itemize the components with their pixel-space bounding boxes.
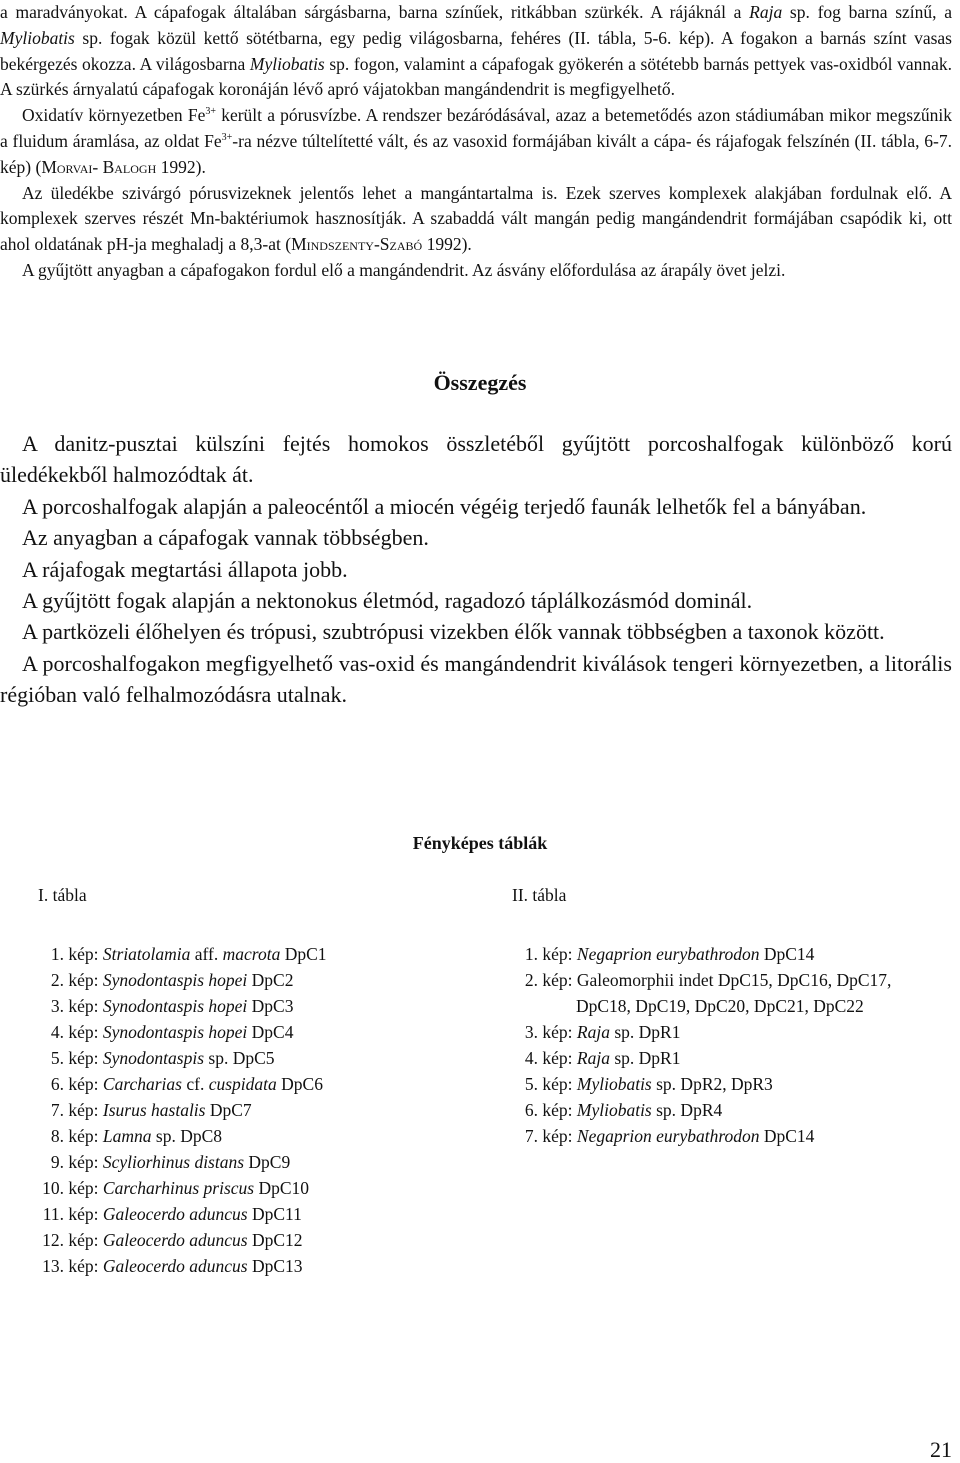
text-run: DpC2 <box>247 970 294 990</box>
text-run: DpC14 <box>759 944 815 964</box>
text-run: kép: <box>68 1230 103 1250</box>
paragraph-manganese <box>0 181 952 258</box>
italic-taxon: Striatolamia <box>102 944 191 964</box>
text-run: 1992). <box>422 234 472 255</box>
plate-item-number: 11. <box>42 1204 64 1224</box>
italic-taxon: Negaprion eurybathrodon <box>576 944 760 964</box>
plate-item <box>38 1123 327 1149</box>
italic-taxon: Negaprion eurybathrodon <box>576 1126 760 1146</box>
plate-item-number: 5. <box>50 1048 64 1068</box>
text-run: sp. fogon, valamint a cápafogak gyökerén a sötétebb barnás pettyek vas-oxidból vannak. A szürkés árnyalatú cápafogak koronáján lévő apró vájatokban mangándendrit is megfigyelhető. <box>0 53 952 100</box>
plate-item-number: 6. <box>50 1074 64 1094</box>
summary-paragraph: A gyűjtött fogak alapján a nektonokus életmód, ragadozó táplálkozásmód dominál. <box>22 588 753 614</box>
summary-paragraph: A rájafogak megtartási állapota jobb. <box>22 556 348 582</box>
plate-item-number: 10. <box>42 1178 64 1198</box>
plate-item <box>38 1175 327 1201</box>
text-run: kép: <box>542 1048 577 1068</box>
plate-item <box>38 1071 327 1097</box>
plate-item-number: 9. <box>50 1152 64 1172</box>
plate-2-title: II. tábla <box>512 885 567 905</box>
text-run: Oxidatív környezetben Fe <box>22 105 206 126</box>
italic-taxon: Isurus hastalis <box>102 1100 206 1120</box>
plate-1-list <box>38 882 327 1279</box>
plate-item <box>512 1123 891 1149</box>
plate-item <box>512 941 891 967</box>
summary-text <box>0 428 952 711</box>
text-run: kép: <box>542 1074 577 1094</box>
italic-taxon: Galeocerdo aduncus <box>102 1230 248 1250</box>
plate-1-title: I. tábla <box>38 885 87 905</box>
text-run: kép: <box>68 996 103 1016</box>
text-run: kép: <box>542 1126 577 1146</box>
plate-item-number: 4. <box>524 1048 538 1068</box>
author-name: Morvai <box>41 156 93 177</box>
italic-taxon: Synodontaspis hopei <box>102 1022 248 1042</box>
text-run: sp. DpR2, DpR3 <box>651 1074 773 1094</box>
plate-item-number: 12. <box>42 1230 64 1250</box>
italic-taxon: Scyliorhinus distans <box>102 1152 245 1172</box>
plate-item-number: 6. <box>524 1100 538 1120</box>
text-run: DpC7 <box>205 1100 252 1120</box>
plate-item <box>38 1227 327 1253</box>
plate-item-number: 13. <box>42 1256 64 1276</box>
text-run: kép: <box>68 1022 103 1042</box>
text-run: DpC18, DpC19, DpC20, DpC21, DpC22 <box>576 996 864 1016</box>
summary-paragraph: A danitz-pusztai külszíni fejtés homokos összletéből gyűjtött porcoshalfogak különböző korú üledékekből halmozódtak át. <box>0 431 952 488</box>
plate-item-number: 7. <box>524 1126 538 1146</box>
text-run: 1992). <box>156 156 206 177</box>
summary-paragraph: Az anyagban a cápafogak vannak többségben. <box>22 525 429 551</box>
text-run: kép: <box>68 944 103 964</box>
plate-2-items <box>512 941 891 1149</box>
plate-item <box>512 1019 891 1045</box>
page-number: 21 <box>930 1437 952 1462</box>
text-run: kép: <box>68 1126 103 1146</box>
italic-taxon: Synodontaspis hopei <box>102 970 248 990</box>
plate-item <box>512 967 891 993</box>
plate-item <box>38 941 327 967</box>
paragraph-manganese-dendrite <box>0 258 952 284</box>
summary-paragraph: A porcoshalfogakon megfigyelhető vas-oxid és mangándendrit kiválások tengeri környezetben, a litorális régióban való felhalmozódásra utalnak. <box>0 650 952 708</box>
plate-item <box>38 1045 327 1071</box>
italic-taxon: macrota <box>222 944 281 964</box>
text-run: DpC3 <box>247 996 294 1016</box>
plate-item-number: 7. <box>50 1100 64 1120</box>
paragraph-oxidative-environment <box>0 103 952 180</box>
text-run: kép: Galeomorphii indet DpC15, DpC16, DpC17, <box>542 970 892 990</box>
italic-taxon: Galeocerdo aduncus <box>102 1256 248 1276</box>
plate-item <box>38 993 327 1019</box>
summary-paragraph: A porcoshalfogak alapján a paleocéntől a miocén végéig terjedő faunák lelhetők fel a bányában. <box>22 493 867 519</box>
italic-taxon: Myliobatis <box>0 27 75 48</box>
plate-item <box>512 1071 891 1097</box>
plate-item-number: 1. <box>524 944 538 964</box>
text-run: kép: <box>68 1152 103 1172</box>
plate-item-number: 4. <box>50 1022 64 1042</box>
plate-item <box>38 1097 327 1123</box>
text-run: kép: <box>68 1100 103 1120</box>
text-run: Az üledékbe szivárgó pórusvizeknek jelentős lehet a mangántartalma is. Ezek szerves komplexek alakjában fordulnak elő. A komplexek szerves részét Mn-baktériumok hasznosítják. A szabaddá vált mangán pedig mangándendrit formájában csapódik ki, ott ahol oldatának pH-ja meghaladj a 8,3-at ( <box>0 182 952 255</box>
text-run: DpC11 <box>247 1204 302 1224</box>
plate-item-number: 1. <box>50 944 64 964</box>
superscript: 3+ <box>221 131 233 143</box>
text-run: sp. DpR1 <box>609 1022 681 1042</box>
text-run: kép: <box>542 1022 577 1042</box>
plate-1-items <box>38 941 327 1279</box>
text-run: sp. DpC5 <box>204 1048 275 1068</box>
author-name: Balogh <box>102 156 157 177</box>
plate-item-number: 8. <box>50 1126 64 1146</box>
text-run: kép: <box>68 1074 103 1094</box>
plate-item-number: 5. <box>524 1074 538 1094</box>
plate-item <box>38 1019 327 1045</box>
plate-2-list <box>512 882 891 1149</box>
italic-taxon: Myliobatis <box>576 1074 652 1094</box>
text-run: került a pórusvízbe. A rendszer bezáródásával, azaz a betemetődés azon stádiumában mikor megszűnik a fluidum áramlása, az oldat Fe <box>0 105 952 151</box>
text-run: sp. fog barna színű, a <box>782 2 952 22</box>
text-run: sp. fogak közül kettő sötétbarna, egy pedig világosbarna, fehéres (II. tábla, 5-6. kép). A fogakon a barnás színt vasas bekérgezés okozza. A világosbarna <box>0 27 952 74</box>
plate-item-number: 2. <box>50 970 64 990</box>
text-run: - <box>373 234 380 255</box>
text-run: kép: <box>68 970 103 990</box>
text-run: a maradványokat. A cápafogak általában sárgásbarna, barna színűek, ritkábban szürkék. A rájáknál a <box>0 2 750 22</box>
text-run: kép: <box>68 1204 103 1224</box>
text-run: sp. DpR1 <box>609 1048 681 1068</box>
plate-item <box>512 1097 891 1123</box>
italic-taxon: Synodontaspis hopei <box>102 996 248 1016</box>
paragraph-iron-coloration <box>0 0 952 103</box>
italic-taxon: Carcharias <box>102 1074 182 1094</box>
text-run: DpC6 <box>276 1074 323 1094</box>
italic-taxon: Synodontaspis <box>102 1048 205 1068</box>
text-run: DpC14 <box>759 1126 815 1146</box>
text-run: sp. DpC8 <box>151 1126 223 1146</box>
plate-item <box>38 1149 327 1175</box>
plates-heading: Fényképes táblák <box>412 833 548 853</box>
text-run: kép: <box>542 944 577 964</box>
italic-taxon: Carcharhinus priscus <box>102 1178 255 1198</box>
intro-text <box>0 0 952 284</box>
italic-taxon: cuspidata <box>208 1074 277 1094</box>
text-run: - <box>92 156 103 177</box>
text-run: aff. <box>190 944 223 964</box>
text-run: DpC9 <box>244 1152 291 1172</box>
author-name: Szabó <box>379 234 423 255</box>
text-run: -ra nézve túltelítetté vált, és az vasoxid formájában kivált a cápa- és rájafogak felszínén (II. tábla, 6-7. kép) ( <box>0 130 953 177</box>
plate-item <box>38 967 327 993</box>
text-run: A gyűjtött anyagban a cápafogakon fordul elő a mangándendrit. Az ásvány előfordulása az árapály övet jelzi. <box>22 259 786 280</box>
text-run: kép: <box>68 1256 103 1276</box>
text-run: DpC4 <box>247 1022 294 1042</box>
superscript: 3+ <box>205 106 217 118</box>
italic-taxon: Myliobatis <box>576 1100 652 1120</box>
text-run: cf. <box>181 1074 209 1094</box>
plate-item-number: 3. <box>524 1022 538 1042</box>
italic-taxon: Myliobatis <box>249 53 325 74</box>
plate-item <box>38 1201 327 1227</box>
plate-item-number: 2. <box>524 970 538 990</box>
author-name: Mindszenty <box>291 234 374 255</box>
text-run: DpC12 <box>247 1230 303 1250</box>
text-run: sp. DpR4 <box>651 1100 723 1120</box>
italic-taxon: Raja <box>576 1022 610 1042</box>
summary-paragraph: A partközeli élőhelyen és trópusi, szubtrópusi vizekben élők vannak többségben a taxonok között. <box>22 619 885 645</box>
text-run: DpC1 <box>280 944 327 964</box>
text-run: DpC10 <box>254 1178 310 1198</box>
text-run: kép: <box>542 1100 577 1120</box>
plate-item-continuation <box>512 993 891 1019</box>
plate-item <box>512 1045 891 1071</box>
plate-item-number: 3. <box>50 996 64 1016</box>
italic-taxon: Raja <box>576 1048 610 1068</box>
text-run: DpC13 <box>247 1256 303 1276</box>
text-run: kép: <box>68 1048 103 1068</box>
italic-taxon: Lamna <box>102 1126 152 1146</box>
summary-heading: Összegzés <box>433 370 527 395</box>
italic-taxon: Galeocerdo aduncus <box>102 1204 248 1224</box>
plate-item <box>38 1253 327 1279</box>
text-run: kép: <box>68 1178 103 1198</box>
italic-taxon: Raja <box>749 2 783 22</box>
